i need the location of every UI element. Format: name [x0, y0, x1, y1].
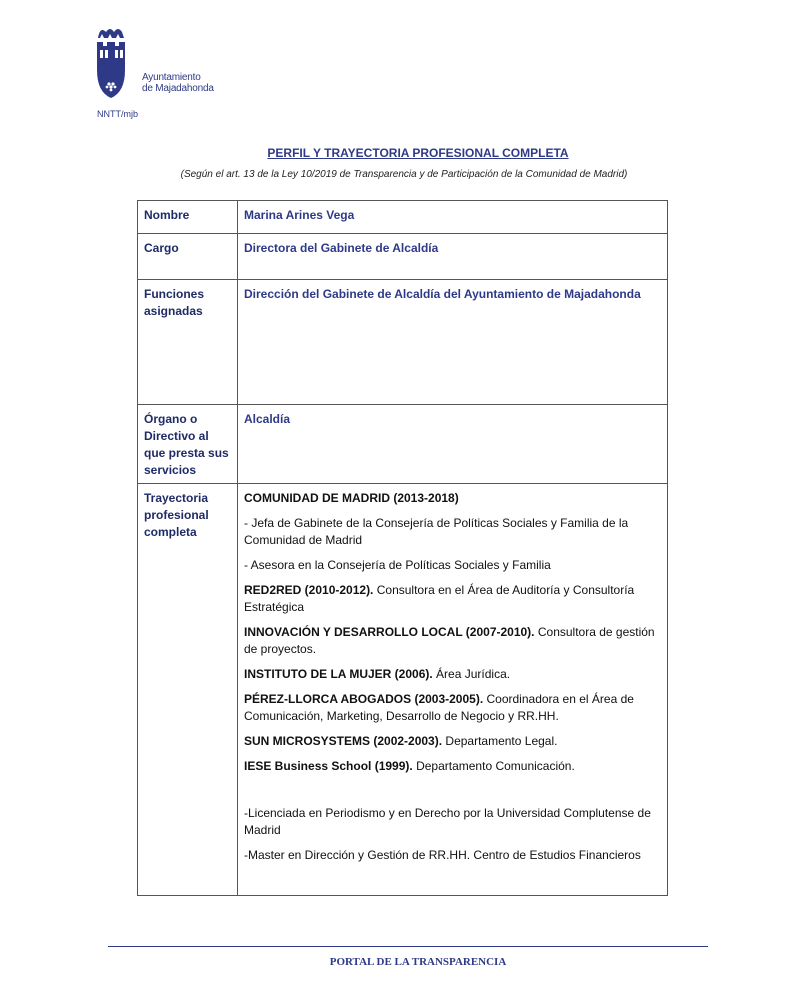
experience-4-desc: Coordinadora en el Área de Comunicación, Marketing, Desarrollo de Negocio y RR.HH.: [244, 692, 634, 723]
experience-3-desc: Área Jurídica.: [432, 667, 511, 681]
row-funciones: [138, 280, 668, 405]
experience-1: [244, 582, 661, 616]
education-1: -Licenciada en Periodismo y en Derecho por la Universidad Complutense de Madrid: [244, 806, 651, 837]
experience-1-desc: Consultora en el Área de Auditoría y Consultoría Estratégica: [244, 583, 635, 614]
row-cargo: [138, 234, 668, 280]
experience-5: [244, 733, 661, 750]
cm-heading: COMUNIDAD DE MADRID (2013-2018): [244, 491, 459, 505]
value-organo: Alcaldía: [238, 405, 668, 484]
cm-item-2: - Asesora en la Consejería de Políticas Sociales y Familia: [244, 558, 551, 572]
trayectoria-content: [238, 484, 668, 896]
profile-table: [137, 200, 668, 896]
logo-text: [142, 72, 214, 94]
value-cargo: Directora del Gabinete de Alcaldía: [238, 234, 668, 280]
experience-3: [244, 666, 661, 683]
row-organo: [138, 405, 668, 484]
education-2: -Master en Dirección y Gestión de RR.HH. Centro de Estudios Financieros: [244, 848, 641, 862]
experience-4-org: PÉREZ-LLORCA ABOGADOS (2003-2005).: [244, 692, 484, 706]
cm-item-1: - Jefa de Gabinete de la Consejería de Políticas Sociales y Familia de la Comunidad de Madrid: [244, 516, 629, 547]
label-nombre: Nombre: [138, 201, 238, 234]
experience-6: [244, 758, 661, 775]
document-title: PERFIL Y TRAYECTORIA PROFESIONAL COMPLETA: [267, 146, 569, 160]
reference-code: NNTT/mjb: [97, 109, 138, 119]
spacer: [244, 783, 661, 805]
value-nombre: Marina Arines Vega: [238, 201, 668, 234]
experience-3-org: INSTITUTO DE LA MUJER (2006).: [244, 667, 433, 681]
footer-text: PORTAL DE LA TRANSPARENCIA: [329, 956, 507, 968]
experience-4: [244, 691, 661, 725]
label-organo: Órgano o Directivo al que presta sus servicios: [138, 405, 238, 484]
row-trayectoria: [138, 484, 668, 896]
experience-6-desc: Departamento Comunicación.: [412, 759, 575, 773]
label-funciones: Funciones asignadas: [138, 280, 238, 405]
label-cargo: Cargo: [138, 234, 238, 280]
experience-6-org: IESE Business School (1999).: [244, 759, 413, 773]
experience-2-desc: Consultora de gestión de proyectos.: [244, 625, 655, 656]
logo-line-1: Ayuntamiento: [142, 72, 201, 83]
row-nombre: [138, 201, 668, 234]
experience-5-desc: Departamento Legal.: [442, 734, 558, 748]
experience-2: [244, 624, 661, 658]
experience-5-org: SUN MICROSYSTEMS (2002-2003).: [244, 734, 443, 748]
experience-1-org: RED2RED (2010-2012).: [244, 583, 374, 597]
experience-2-org: INNOVACIÓN Y DESARROLLO LOCAL (2007-2010).: [244, 625, 535, 639]
label-trayectoria: Trayectoria profesional completa: [138, 484, 238, 896]
footer-divider: [108, 946, 708, 947]
logo-line-2: de Majadahonda: [142, 83, 214, 94]
value-funciones: Dirección del Gabinete de Alcaldía del Ayuntamiento de Majadahonda: [238, 280, 668, 405]
document-subtitle: (Según el art. 13 de la Ley 10/2019 de Transparencia y de Participación de la Comunidad de Madrid): [180, 169, 628, 180]
